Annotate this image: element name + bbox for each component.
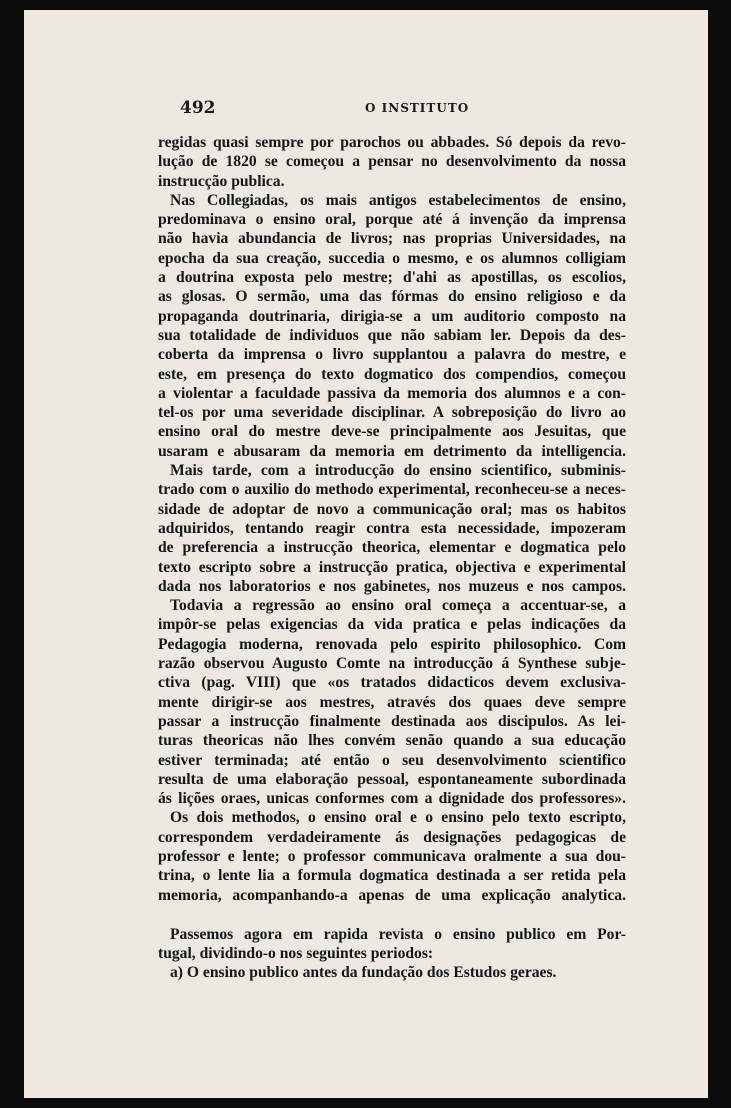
text-line: trina, o lente lia a formula dogmatica destinada a ser retida pela: [158, 867, 626, 885]
page-header: [180, 98, 645, 122]
text-line: mente dirigir-se aos mestres, através dos quaes deve sempre: [158, 693, 626, 711]
text-line: sidade de adoptar de novo a communicação oral; mas os habitos: [158, 500, 626, 518]
text-line: ensino oral do mestre deve-se principalmente aos Jesuitas, que: [158, 423, 626, 441]
text-line: lução de 1820 se começou a pensar no desenvolvimento da nossa: [158, 153, 626, 171]
text-line: dada nos laboratorios e nos gabinetes, nos muzeus e nos campos.: [158, 577, 626, 595]
text-line: a violentar a faculdade passiva da memoria dos alumnos e a con-: [158, 384, 626, 402]
text-line: Todavia a regressão ao ensino oral começa a accentuar-se, a: [170, 597, 626, 615]
text-line: coberta da imprensa o livro supplantou a palavra do mestre, e: [158, 346, 626, 364]
body-text: [158, 133, 626, 983]
text-line: texto escripto sobre a instrucção pratica, objectiva e experimental: [158, 558, 626, 576]
text-line: tel-os por uma severidade disciplinar. A sobreposição do livro ao: [158, 404, 626, 422]
text-line: epocha da sua creação, succedia o mesmo, e os alumnos colligiam: [158, 249, 626, 267]
running-title: O INSTITUTO: [365, 101, 470, 115]
text-line: regidas quasi sempre por parochos ou abbades. Só depois da revo-: [158, 134, 626, 151]
text-line: não havia abundancia de livros; nas proprias Universidades, na: [158, 230, 626, 248]
text-line: a doutrina exposta pelo mestre; d'ahi as apostillas, os escolios,: [158, 269, 626, 287]
text-line: usaram e abusaram da memoria em detrimento da intelligencia.: [158, 442, 626, 460]
text-line: a) O ensino publico antes da fundação dos Estudos geraes.: [170, 964, 557, 982]
text-line: trado com o auxilio do methodo experimental, reconheceu-se a neces-: [158, 481, 626, 499]
text-line: sua totalidade de individuos que não sabiam ler. Depois da des-: [158, 326, 626, 344]
text-line: adquiridos, tentando reagir contra esta necessidade, impozeram: [158, 519, 626, 537]
text-line: memoria, acompanhando-a apenas de uma explicação analytica.: [158, 886, 626, 904]
paragraph-spacer: [158, 905, 626, 925]
book-page: [24, 10, 708, 1098]
text-line: ás lições oraes, unicas conformes com a dignidade dos professores».: [158, 790, 626, 808]
text-line: professor e lente; o professor communicava oralmente a sua dou-: [158, 847, 626, 865]
page-number: 492: [180, 98, 216, 118]
text-line: Passemos agora em rapida revista o ensino publico em Por-: [170, 925, 626, 943]
text-line: impôr-se pelas exigencias da vida pratica e pelas indicações da: [158, 616, 626, 634]
text-line: propaganda doutrinaria, dirigia-se a um auditorio composto na: [158, 307, 626, 325]
text-line: Nas Collegiadas, os mais antigos estabelecimentos de ensino,: [170, 191, 626, 209]
text-line: resulta de uma elaboração pessoal, espontaneamente subordinada: [158, 770, 626, 788]
text-line: as glosas. O sermão, uma das fórmas do ensino religioso e da: [158, 288, 626, 306]
text-line: Pedagogia moderna, renovada pelo espirito philosophico. Com: [158, 635, 626, 653]
text-line: turas theoricas não lhes convém senão quando a sua educação: [158, 732, 626, 750]
text-line: Os dois methodos, o ensino oral e o ensino pelo texto escripto,: [170, 809, 626, 827]
text-line: razão observou Augusto Comte na introducção á Synthese subje-: [158, 655, 626, 673]
text-line: instrucção publica.: [158, 172, 285, 190]
text-line: ctiva (pag. VIII) que «os tratados didacticos devem exclusiva-: [158, 674, 626, 692]
text-line: Mais tarde, com a introducção do ensino scientifico, subminis-: [170, 462, 626, 480]
text-line: estiver terminada; até então o seu desenvolvimento scientifico: [158, 751, 626, 769]
text-line: passar a instrucção finalmente destinada aos discipulos. As lei-: [158, 712, 626, 730]
text-line: este, em presença do texto dogmatico dos compendios, começou: [158, 365, 626, 383]
text-line: correspondem verdadeiramente ás designações pedagogicas de: [158, 828, 626, 846]
text-line: tugal, dividindo-o nos seguintes periodos:: [158, 945, 434, 963]
text-line: de preferencia a instrucção theorica, elementar e dogmatica pelo: [158, 539, 626, 557]
text-line: predominava o ensino oral, porque até á invenção da imprensa: [158, 211, 626, 229]
